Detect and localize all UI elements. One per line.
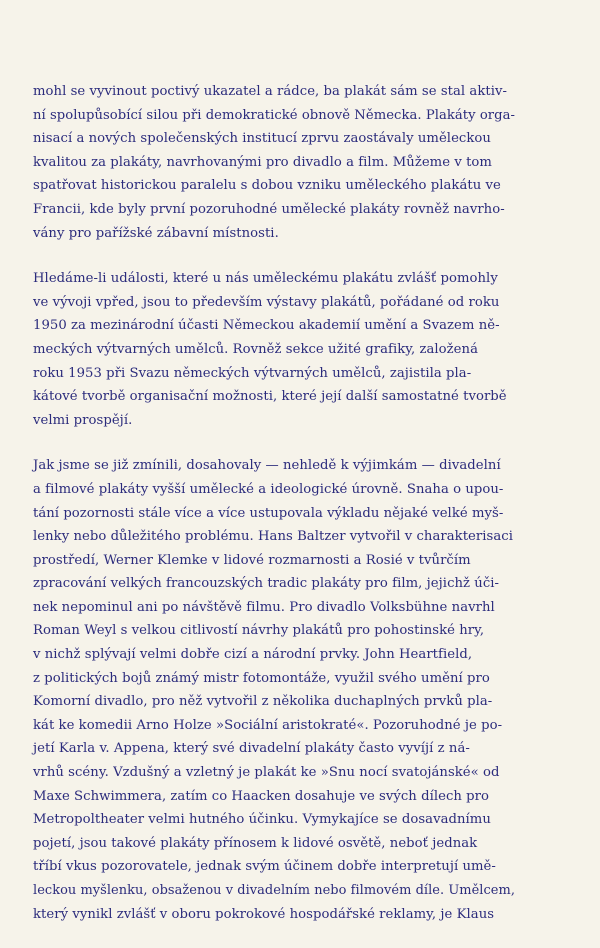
text-line: ve vývoji vpřed, jsou to především výstavy plakátů, pořádané od roku [33, 294, 500, 310]
text-line: tříbí vkus pozorovatele, jednak svým účinem dobře interpretují umě- [33, 859, 496, 875]
text-line: leckou myšlenku, obsaženou v divadelním nebo filmovém díle. Umělcem, [33, 883, 515, 898]
text-line: 1950 za mezinárodní účasti Německou akademií umění a Svazem ně- [33, 318, 500, 334]
text-line: Hledáme-li události, které u nás uměleckému plakátu zvlášť pomohly [33, 271, 498, 287]
text-line: jetí Karla v. Appena, který své divadelní plakáty často vyvíjí z ná- [33, 741, 470, 757]
text-line: Francii, kde byly první pozoruhodné umělecké plakáty rovněž navrho- [33, 201, 505, 217]
body-text [33, 80, 515, 948]
text-line: z politických bojů známý mistr fotomontáže, využil svého umění pro [33, 670, 490, 686]
text-line: roku 1953 při Svazu německých výtvarných umělců, zajistila pla- [33, 365, 472, 381]
text-line: Roman Weyl s velkou citlivostí návrhy plakátů pro pohostinské hry, [33, 623, 485, 639]
text-line: vrhů scény. Vzdušný a vzletný je plakát ke »Snu nocí svatojánské« od [33, 765, 500, 781]
text-line: ní spolupůsobící silou při demokratické obnově Německa. Plakáty orga- [33, 107, 515, 123]
paragraph-2 [33, 267, 515, 432]
text-line: lenky nebo důležitého problému. Hans Baltzer vytvořil v charakterisaci [33, 529, 513, 545]
text-line: tání pozornosti stále více a více ustupovala výkladu nějaké velké myš- [33, 505, 504, 521]
paragraph-1 [33, 80, 515, 245]
text-line: v nichž splývají velmi dobře cizí a národní prvky. John Heartfield, [33, 647, 473, 663]
text-line: kát ke komedii Arno Holze »Sociální aristokraté«. Pozoruhodné je po- [33, 717, 503, 733]
text-line: zpracování velkých francouzských tradic plakáty pro film, jejichž úči- [33, 576, 500, 592]
text-line: spatřovat historickou paralelu s dobou vzniku uměleckého plakátu ve [33, 178, 501, 194]
text-line: vány pro pařížské zábavní místnosti. [33, 225, 279, 241]
text-line: Komorní divadlo, pro něž vytvořil z několika duchaplných prvků pla- [33, 694, 493, 710]
text-line: nek nepominul ani po návštěvě filmu. Pro divadlo Volksbühne navrhl [33, 599, 495, 615]
text-line: Metropoltheater velmi hutného účinku. Vymykajíce se dosavadnímu [33, 812, 491, 828]
text-line: Jak jsme se již zmínili, dosahovaly — nehledě k výjimkám — divadelní [33, 458, 501, 474]
text-line: kátové tvorbě organisační možnosti, které její další samostatné tvorbě [33, 389, 507, 405]
paragraph-3 [33, 454, 515, 926]
text-line: nisací a nových společenských institucí zprvu zaostávaly uměleckou [33, 131, 491, 147]
text-line: a filmové plakáty vyšší umělecké a ideologické úrovně. Snaha o upou- [33, 481, 504, 497]
text-line: který vynikl zvlášť v oboru pokrokové hospodářské reklamy, je Klaus [33, 906, 495, 922]
text-line: prostředí, Werner Klemke v lidové rozmarnosti a Rosié v tvůrčím [33, 552, 471, 568]
text-line: mohl se vyvinout poctivý ukazatel a rádce, ba plakát sám se stal aktiv- [33, 84, 507, 99]
text-line: pojetí, jsou takové plakáty přínosem k lidové osvětě, neboť jednak [33, 835, 478, 851]
text-line: velmi prospějí. [33, 412, 133, 428]
text-line: meckých výtvarných umělců. Rovněž sekce užité grafiky, založená [33, 341, 478, 357]
text-line: kvalitou za plakáty, navrhovanými pro divadlo a film. Můžeme v tom [33, 154, 492, 170]
text-line: Maxe Schwimmera, zatím co Haacken dosahuje ve svých dílech pro [33, 788, 490, 804]
